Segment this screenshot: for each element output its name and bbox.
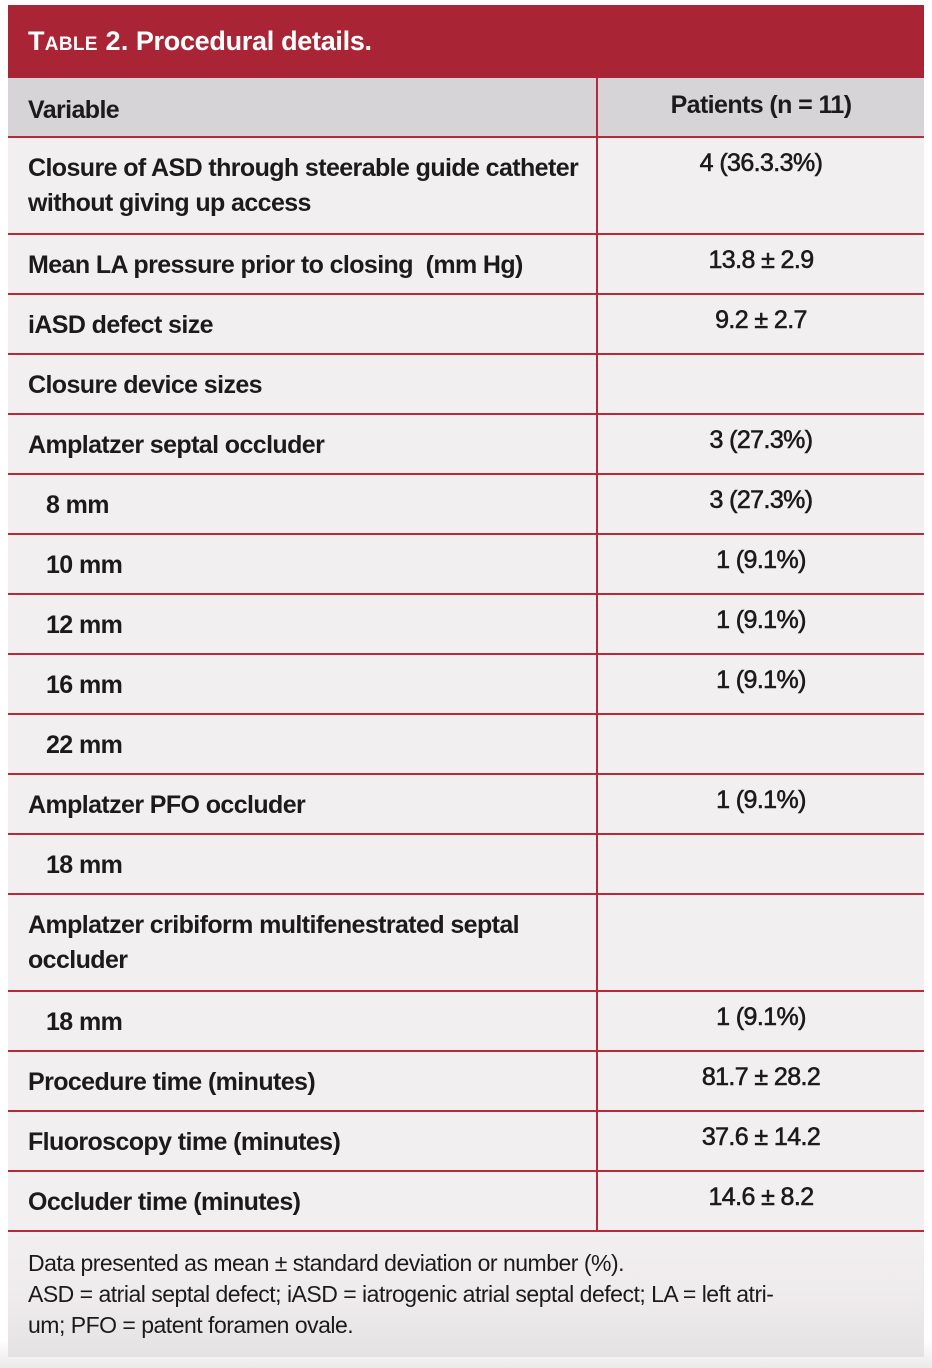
row-value bbox=[597, 834, 924, 894]
row-value: 13.8 ± 2.9 bbox=[597, 234, 924, 294]
table-row bbox=[8, 354, 924, 414]
procedural-details-table bbox=[8, 5, 924, 1357]
row-value: 1 (9.1%) bbox=[597, 534, 924, 594]
row-value: 14.6 ± 8.2 bbox=[597, 1171, 924, 1231]
footnote-line-2: ASD = atrial septal defect; iASD = iatrogenic atrial septal defect; LA = left atri- bbox=[28, 1281, 774, 1307]
row-value: 1 (9.1%) bbox=[597, 774, 924, 834]
table-row bbox=[8, 534, 924, 594]
row-value: 9.2 ± 2.7 bbox=[597, 294, 924, 354]
row-label: iASD defect size bbox=[8, 294, 597, 354]
row-label: Occluder time (minutes) bbox=[8, 1171, 597, 1231]
row-value bbox=[597, 894, 924, 991]
data-table bbox=[8, 78, 924, 1232]
row-value: 37.6 ± 14.2 bbox=[597, 1111, 924, 1171]
row-value: 81.7 ± 28.2 bbox=[597, 1051, 924, 1111]
footnote-line-3: um; PFO = patent foramen ovale. bbox=[28, 1312, 354, 1338]
table-title-prefix: Table 2. bbox=[28, 26, 129, 56]
row-label: Closure of ASD through steerable guide catheter without giving up access bbox=[8, 137, 597, 234]
row-value: 4 (36.3.3%) bbox=[597, 137, 924, 234]
row-value: 1 (9.1%) bbox=[597, 991, 924, 1051]
table-footnote bbox=[8, 1232, 924, 1357]
table-row bbox=[8, 654, 924, 714]
row-label: 12 mm bbox=[8, 594, 597, 654]
row-label: Closure device sizes bbox=[8, 354, 597, 414]
table-row bbox=[8, 991, 924, 1051]
table-row bbox=[8, 1111, 924, 1171]
row-label: Procedure time (minutes) bbox=[8, 1051, 597, 1111]
table-title-text: Procedural details. bbox=[135, 26, 372, 56]
table-row bbox=[8, 894, 924, 991]
row-label: 22 mm bbox=[8, 714, 597, 774]
row-label: 10 mm bbox=[8, 534, 597, 594]
row-value: 1 (9.1%) bbox=[597, 594, 924, 654]
header-row bbox=[8, 78, 924, 137]
row-label: Amplatzer cribiform multifenestrated septal occluder bbox=[8, 894, 597, 991]
row-label: 18 mm bbox=[8, 991, 597, 1051]
footnote-line-1: Data presented as mean ± standard deviation or number (%). bbox=[28, 1250, 625, 1276]
table-title-bar bbox=[8, 5, 924, 78]
row-value: 3 (27.3%) bbox=[597, 414, 924, 474]
table-row bbox=[8, 234, 924, 294]
row-value bbox=[597, 714, 924, 774]
header-patients: Patients (n = 11) bbox=[597, 78, 924, 137]
table-row bbox=[8, 834, 924, 894]
row-label: Amplatzer septal occluder bbox=[8, 414, 597, 474]
table-row bbox=[8, 714, 924, 774]
header-variable: Variable bbox=[8, 78, 597, 137]
table-row bbox=[8, 474, 924, 534]
row-label: 8 mm bbox=[8, 474, 597, 534]
row-value: 1 (9.1%) bbox=[597, 654, 924, 714]
row-value bbox=[597, 354, 924, 414]
table-row bbox=[8, 774, 924, 834]
table-row bbox=[8, 1171, 924, 1231]
table-row bbox=[8, 414, 924, 474]
row-label: 16 mm bbox=[8, 654, 597, 714]
table-row bbox=[8, 594, 924, 654]
row-value: 3 (27.3%) bbox=[597, 474, 924, 534]
row-label: Fluoroscopy time (minutes) bbox=[8, 1111, 597, 1171]
table-row bbox=[8, 137, 924, 234]
row-label: 18 mm bbox=[8, 834, 597, 894]
table-row bbox=[8, 294, 924, 354]
table-title bbox=[28, 26, 372, 57]
table-row bbox=[8, 1051, 924, 1111]
row-label: Mean LA pressure prior to closing (mm Hg) bbox=[8, 234, 597, 294]
row-label: Amplatzer PFO occluder bbox=[8, 774, 597, 834]
